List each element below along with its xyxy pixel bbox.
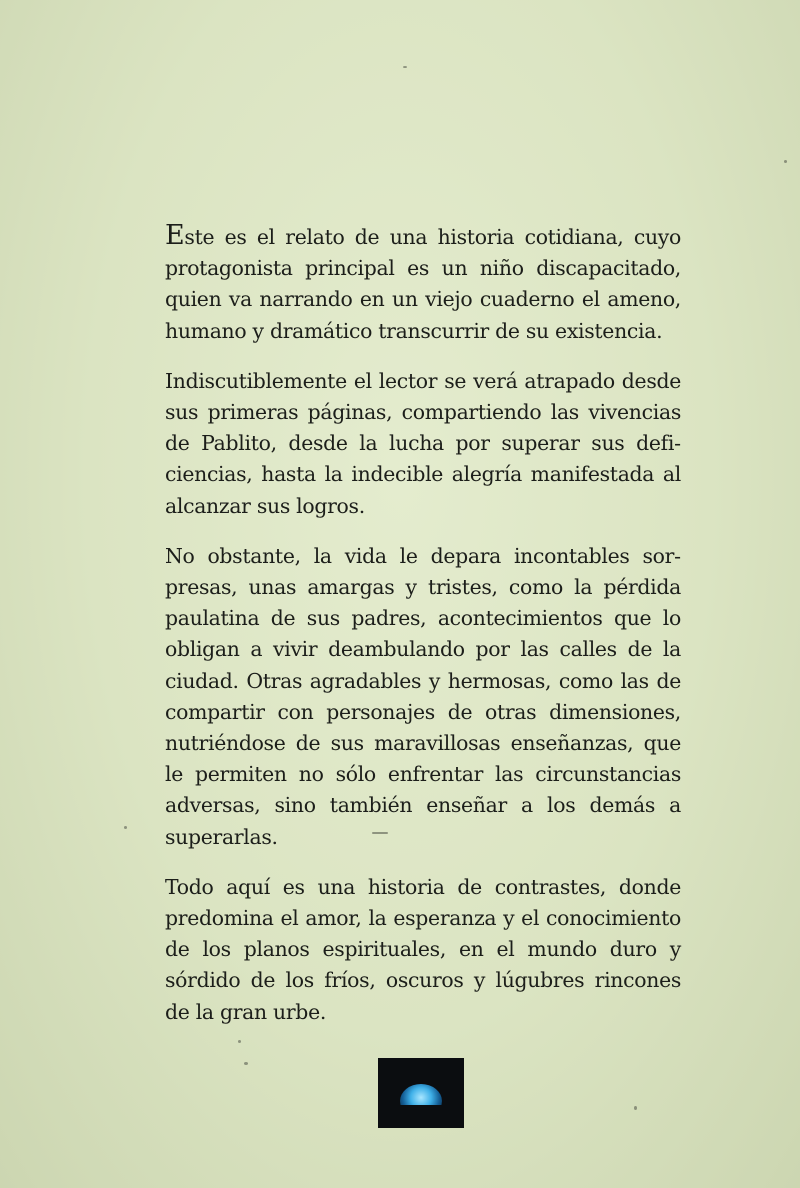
paper-speck bbox=[238, 1040, 241, 1043]
paper-speck bbox=[403, 66, 407, 68]
blurb-paragraph-3: No obstante, la vida le depara incontables sorpresas, unas amargas y tristes, como la pérdida paulatina de sus padres, acontecimientos que lo obligan a vivir deambulando por las calles de la ciudad. Otras agradables y hermosas, como las de compartir con personajes de otras dimensiones, nutriéndose de sus maravillosas enseñanzas, que le permiten no sólo enfrentar las circunstancias adversas, sino también enseñar a los demás a superarlas. bbox=[165, 543, 681, 849]
paper-speck bbox=[634, 1106, 637, 1110]
blurb-paragraph-1-text: ste es el relato de una historia cotidiana, cuyo protagonista principal es un niño discapacitado, quien va narrando en un viejo cuaderno el ameno, humano y dramático transcurrir de su existencia. bbox=[165, 225, 681, 343]
paper-speck bbox=[244, 1062, 248, 1065]
back-cover-blurb bbox=[165, 222, 681, 1028]
blurb-paragraph-2: Indiscutiblemente el lector se verá atrapado desde sus primeras páginas, compartiendo las vivencias de Pablito, desde la lucha por superar sus deficiencias, hasta la indecible alegría manifestada al alcanzar sus logros. bbox=[165, 368, 681, 518]
paper-speck bbox=[372, 832, 388, 834]
paper-speck bbox=[784, 160, 787, 163]
blurb-paragraph-4: Todo aquí es una historia de contrastes, donde predomina el amor, la esperanza y el conocimiento de los planos espirituales, en el mundo duro y sórdido de los fríos, oscuros y lúgubres rincones de la gran urbe. bbox=[165, 874, 681, 1024]
sunrise-horizon-icon bbox=[378, 1058, 464, 1128]
blurb-paragraph-1 bbox=[165, 222, 681, 347]
drop-initial: E bbox=[165, 220, 185, 251]
paper-speck bbox=[124, 826, 127, 829]
emblem-horizon bbox=[378, 1105, 464, 1128]
